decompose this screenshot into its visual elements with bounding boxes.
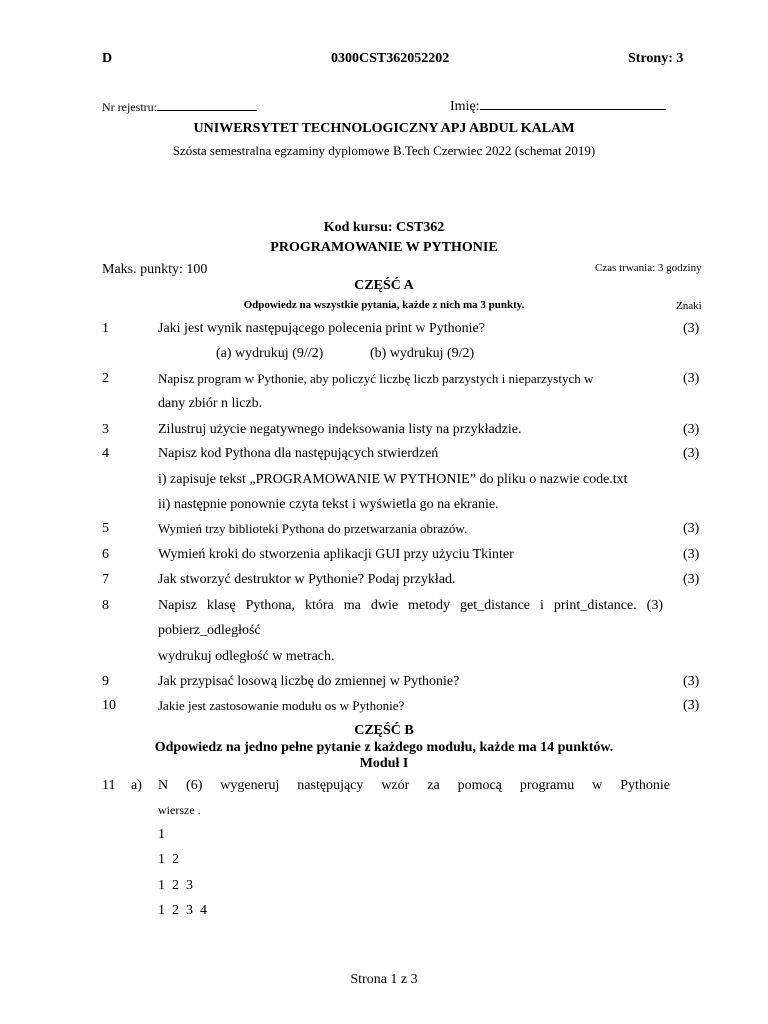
question-number: 1 bbox=[102, 321, 109, 336]
reg-number-blank bbox=[157, 98, 257, 111]
question-text: Zilustruj użycie negatywnego indeksowania listy na przykładzie. bbox=[158, 422, 522, 437]
question-number: 6 bbox=[102, 547, 109, 562]
part-b-instruction: Odpowiedz na jedno pełne pytanie z każdego modułu, każde ma 14 punktów. bbox=[154, 740, 614, 755]
part-a-title: CZĘŚĆ A bbox=[354, 278, 414, 293]
question-number: 3 bbox=[102, 422, 109, 437]
question-text: Wymień kroki do stworzenia aplikacji GUI przy użyciu Tkinter bbox=[158, 547, 514, 562]
question-text: Napisz klasę Pythona, która ma dwie metody get_distance i print_distance. (3) bbox=[158, 598, 663, 613]
reg-number-label: Nr rejestru: bbox=[102, 100, 157, 114]
question-subpart: wydrukuj odległość w metrach. bbox=[158, 649, 335, 664]
module-title: Moduł I bbox=[359, 756, 409, 771]
question-marks: (3) bbox=[683, 321, 700, 336]
question-number: 4 bbox=[102, 446, 109, 461]
question-text: Napisz program w Pythonie, aby policzyć liczbę liczb parzystych i nieparzystych w bbox=[158, 371, 594, 386]
university-title: UNIWERSYTET TECHNOLOGICZNY APJ ABDUL KALAM bbox=[193, 121, 575, 136]
question-number: 10 bbox=[102, 698, 116, 713]
question-number: 8 bbox=[102, 598, 109, 613]
question-text: N (6) wygeneruj następujący wzór za pomocą programu w Pythonie bbox=[158, 778, 670, 793]
question-subpart-label: a) bbox=[131, 778, 142, 793]
question-text: Jaki jest wynik następującego polecenia print w Pythonie? bbox=[158, 321, 485, 336]
duration: Czas trwania: 3 godziny bbox=[595, 262, 702, 274]
question-subpart: i) zapisuje tekst „PROGRAMOWANIE W PYTHONIE” do pliku o nazwie code.txt bbox=[158, 472, 628, 487]
pattern-row: 1 2 3 4 bbox=[158, 903, 207, 918]
part-b-title: CZĘŚĆ B bbox=[354, 723, 414, 738]
paper-code: 0300CST362052202 bbox=[331, 51, 450, 66]
question-marks: (3) bbox=[683, 674, 700, 689]
pattern-row: 1 bbox=[158, 827, 165, 842]
question-marks: (3) bbox=[683, 446, 700, 461]
question-number: 2 bbox=[102, 371, 109, 386]
question-subpart: ii) następnie ponownie czyta tekst i wyświetla go na ekranie. bbox=[158, 497, 499, 512]
question-number: 5 bbox=[102, 521, 109, 536]
course-code: Kod kursu: CST362 bbox=[323, 220, 445, 235]
pattern-row: 1 2 3 bbox=[158, 878, 193, 893]
option-b: (b) wydrukuj (9/2) bbox=[370, 346, 475, 361]
question-subpart: pobierz_odległość bbox=[158, 623, 261, 638]
part-a-instruction: Odpowiedz na wszystkie pytania, każde z nich ma 3 punkty. bbox=[243, 299, 525, 311]
question-marks: (3) bbox=[683, 371, 700, 386]
question-text-continued: dany zbiór n liczb. bbox=[158, 396, 263, 411]
pattern-row: 1 2 bbox=[158, 852, 179, 867]
name-field bbox=[450, 97, 666, 115]
page-count: Strony: 3 bbox=[628, 51, 684, 66]
exam-title: Szósta semestralna egzaminy dyplomowe B.Tech Czerwiec 2022 (schemat 2019) bbox=[172, 143, 596, 158]
max-marks: Maks. punkty: 100 bbox=[102, 262, 208, 277]
question-number: 11 bbox=[102, 778, 116, 793]
question-marks: (3) bbox=[683, 521, 700, 536]
question-text: Wymień trzy biblioteki Pythona do przetwarzania obrazów. bbox=[158, 521, 468, 536]
name-blank bbox=[480, 97, 666, 110]
question-text: Jak przypisać losową liczbę do zmiennej w Pythonie? bbox=[158, 674, 460, 689]
question-marks: (3) bbox=[683, 698, 700, 713]
question-number: 7 bbox=[102, 572, 109, 587]
question-marks: (3) bbox=[683, 422, 700, 437]
question-marks: (3) bbox=[683, 547, 700, 562]
name-label: Imię: bbox=[450, 99, 480, 114]
marks-column-label: Znaki bbox=[676, 300, 702, 312]
set-label: D bbox=[102, 51, 113, 66]
question-text-continued: wiersze . bbox=[158, 803, 201, 817]
reg-number-field bbox=[102, 98, 257, 115]
question-text: Jakie jest zastosowanie modułu os w Pythonie? bbox=[158, 698, 405, 713]
option-a: (a) wydrukuj (9//2) bbox=[216, 346, 324, 361]
page-number: Strona 1 z 3 bbox=[350, 972, 418, 987]
question-marks: (3) bbox=[683, 572, 700, 587]
course-name: PROGRAMOWANIE W PYTHONIE bbox=[270, 240, 498, 255]
question-text: Napisz kod Pythona dla następujących stwierdzeń bbox=[158, 446, 439, 461]
question-number: 9 bbox=[102, 674, 109, 689]
question-text: Jak stworzyć destruktor w Pythonie? Podaj przykład. bbox=[158, 572, 456, 587]
